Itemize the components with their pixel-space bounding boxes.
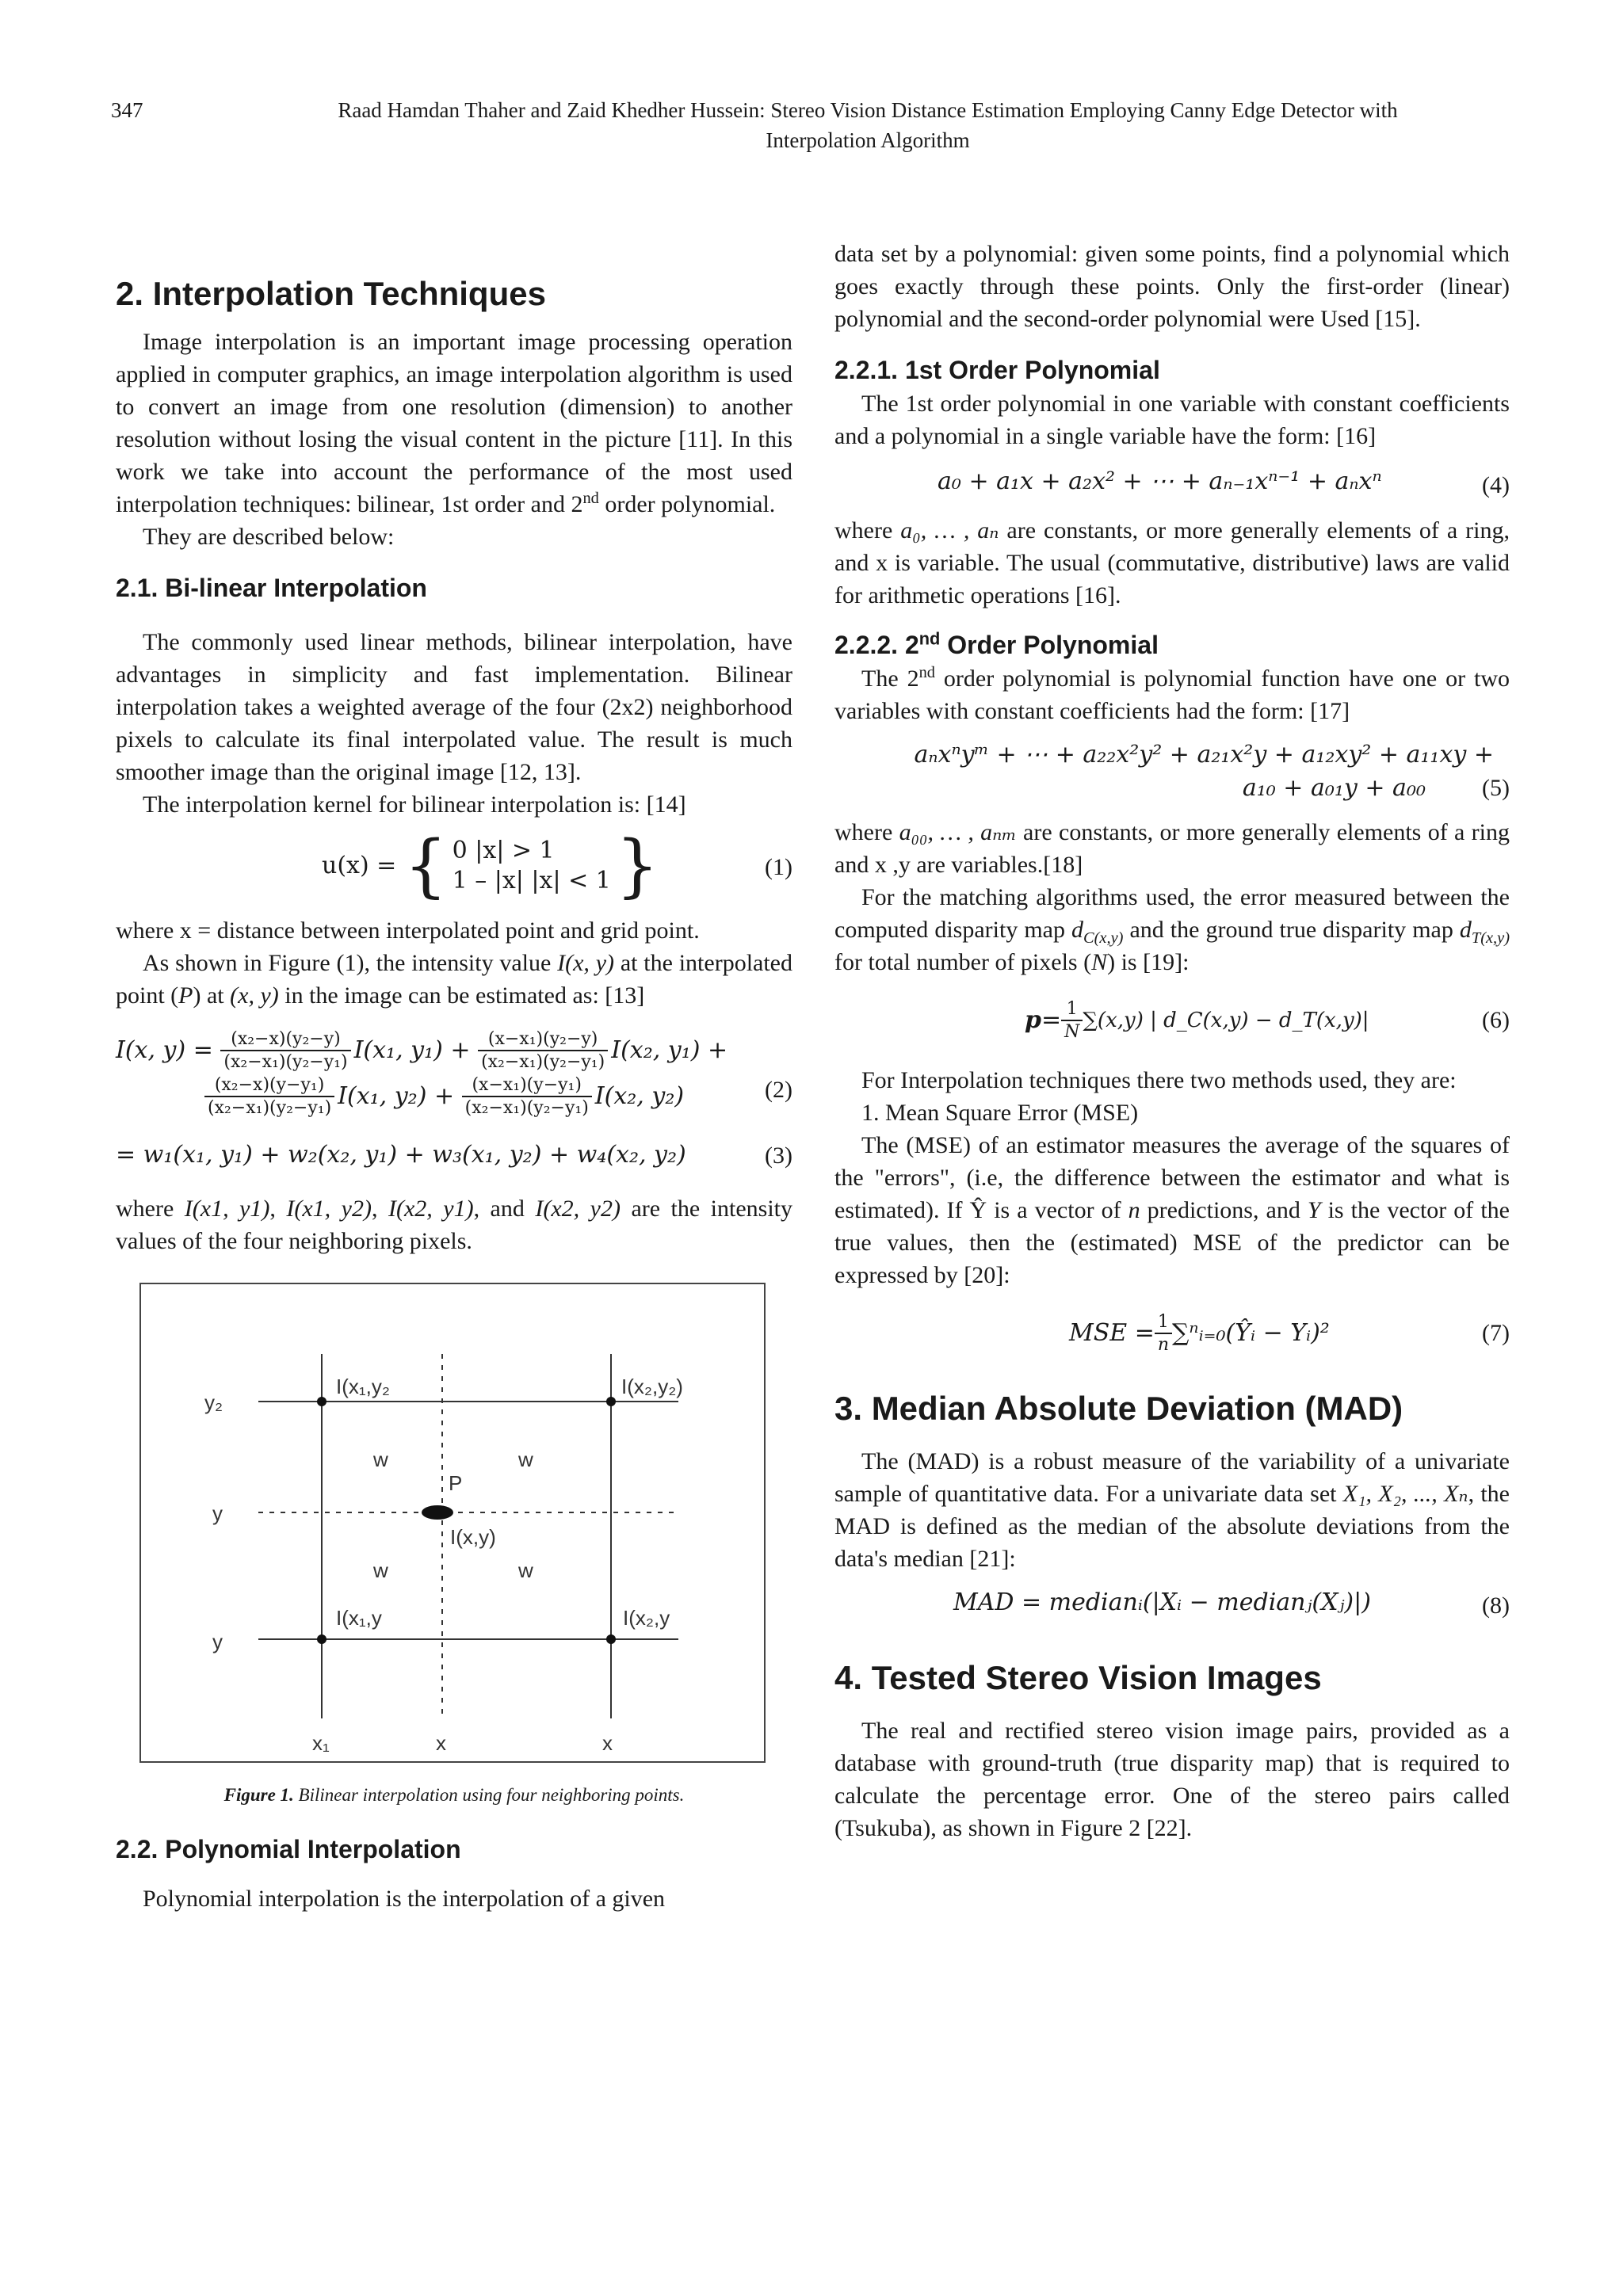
section-2-1-paragraph-1: The commonly used linear methods, bilinear interpolation, have advantages in simplicity and fast implementation. Bilinear interpolation takes a weighted average of the four (2x2) neighborhood pixels to calculate its final interpolated value. The result is much smoother image than the original image [12, 13].	[116, 629, 792, 785]
page-number: 347	[111, 98, 143, 122]
section-2-2-paragraph-1-cont: data set by a polynomial: given some points, find a polynomial which goes exactly through these points. Only the first-order (linear) polynomial and the second-order polynomial were Used [15].	[834, 241, 1510, 332]
section-2-2-1-paragraph-2: where a₀, … , aₙ are constants, or more generally elements of a ring, and x is variable. The usual (commutative, distributive) laws are valid for arithmetic operations [16].	[834, 517, 1510, 608]
section-3-paragraph-1: The (MAD) is a robust measure of the variability of a univariate sample of quantitative data. For a univariate data set X₁, X₂, ..., Xₙ, the MAD is defined as the median of the absolute deviations from the data's median [21]:	[834, 1448, 1510, 1572]
section-2-2-1-paragraph-1: The 1st order polynomial in one variable with constant coefficients and a polynomial in a single variable have the form: [16]	[834, 391, 1510, 449]
label-top-left: I(x₁,y₂	[336, 1375, 390, 1398]
label-y: y	[212, 1501, 223, 1525]
section-2-paragraph-2: They are described below:	[143, 524, 395, 550]
equation-7-number: (7)	[1482, 1320, 1510, 1346]
left-column	[116, 238, 792, 1915]
figure-1	[116, 1283, 792, 1808]
section-2-2-2-paragraph-3: For the matching algorithms used, the error measured between the computed disparity map $d_{C(x,y)}$ and the ground true disparity map $d_{T(x,y)}$ for total number of pixels (N) is [19]:	[834, 884, 1510, 975]
section-4-paragraph-1: The real and rectified stereo vision image pairs, provided as a database with ground-truth (true disparity map) that is required to calculate the percentage error. One of the stereo pairs called (Tsukuba), as shown in Figure 2 [22].	[834, 1718, 1510, 1841]
list-item-mse: 1. Mean Square Error (MSE)	[861, 1100, 1139, 1126]
section-2-1-paragraph-3: where x = distance between interpolated point and grid point.	[116, 917, 700, 944]
point-x2-y1	[606, 1634, 616, 1644]
section-2-1-paragraph-2: The interpolation kernel for bilinear interpolation is: [14]	[143, 791, 686, 818]
interpolated-point-p	[422, 1505, 453, 1520]
header-line-1: Raad Hamdan Thaher and Zaid Khedher Hussein: Stereo Vision Distance Estimation Employing Canny Edge Detector with	[338, 98, 1398, 122]
section-3-heading: 3. Median Absolute Deviation (MAD)	[834, 1390, 1403, 1427]
label-ixy: I(x,y)	[450, 1525, 496, 1549]
point-x2-y2	[606, 1397, 616, 1406]
label-x: x	[436, 1731, 446, 1755]
section-2-1-paragraph-4: As shown in Figure (1), the intensity value I(x, y) at the interpolated point (P) at (x, y) in the image can be estimated as: [13]	[116, 950, 792, 1009]
label-top-right: I(x₂,y₂)	[621, 1375, 683, 1398]
equation-8: MAD = medianᵢ(|Xᵢ − medianⱼ(Xⱼ)|) (8)	[834, 1586, 1510, 1626]
section-4-heading: 4. Tested Stereo Vision Images	[834, 1659, 1322, 1696]
label-w-2: w	[518, 1447, 533, 1471]
section-2-1-paragraph-5: where I(x1, y1), I(x1, y2), I(x2, y1), and I(x2, y2) are the intensity values of the four neighboring pixels.	[116, 1196, 793, 1254]
label-x2: x	[602, 1731, 613, 1755]
header-line-2: Interpolation Algorithm	[766, 128, 970, 152]
section-2-2-paragraph-1-start: Polynomial interpolation is the interpolation of a given	[143, 1886, 666, 1912]
section-2-1-heading: 2.1. Bi-linear Interpolation	[116, 574, 427, 602]
section-2-2-1-heading: 2.2.1. 1st Order Polynomial	[834, 356, 1160, 384]
label-x1: x₁	[312, 1731, 330, 1755]
equation-5: aₙxⁿyᵐ + ⋯ + a₂₂x²y² + a₂₁x²y + a₁₂xy² + a₁₁xy + a₁₀ + a₀₁y + a₀₀ (5)	[834, 738, 1510, 805]
label-bottom-left: I(x₁,y	[336, 1606, 382, 1630]
equation-1: u(x) = { 0 |x| > 1 1 – |x| |x| < 1 } (1)	[322, 826, 792, 906]
equation-8-number: (8)	[1482, 1592, 1510, 1619]
label-bottom-right: I(x₂,y	[623, 1606, 670, 1630]
diagram-border	[140, 1283, 765, 1762]
equation-6-number: (6)	[1482, 1007, 1510, 1033]
equation-7: MSE = $\frac{1}{n}$ ∑ⁿᵢ₌₀(Ŷᵢ − Yᵢ)² (7)	[1069, 1312, 1510, 1355]
equation-1-number: (1)	[765, 854, 792, 880]
section-2-2-2-paragraph-4: For Interpolation techniques there two methods used, they are:	[861, 1067, 1457, 1093]
section-2-heading: 2. Interpolation Techniques	[116, 275, 546, 312]
label-p: P	[449, 1471, 463, 1495]
equation-4-number: (4)	[1482, 472, 1510, 498]
label-w-3: w	[373, 1558, 388, 1582]
right-column	[834, 238, 1510, 1844]
section-2-2-2-paragraph-1: The 2nd order polynomial is polynomial function have one or two variables with constant coefficients had the form: [17]	[834, 664, 1510, 724]
equation-3-number: (3)	[765, 1142, 792, 1169]
equation-6: p = $\frac{1}{N}$ ∑(x,y) | d_C(x,y) − d_T(x,y)| (6)	[1025, 999, 1510, 1042]
label-w-1: w	[373, 1447, 388, 1471]
bilinear-diagram	[139, 1283, 766, 1763]
equation-3: = w₁(x₁, y₁) + w₂(x₂, y₁) + w₃(x₁, y₂) + w₄(x₂, y₂) (3)	[116, 1138, 792, 1173]
running-header	[111, 95, 1537, 155]
equation-4: a₀ + a₁x + a₂x² + ⋯ + aₙ₋₁xⁿ⁻¹ + aₙxⁿ (4)	[834, 465, 1510, 506]
figure-1-caption: Figure 1. Bilinear interpolation using four neighboring points.	[223, 1785, 685, 1805]
label-y2: y₂	[204, 1390, 223, 1414]
section-2-2-2-heading: 2.2.2. 2nd Order Polynomial	[834, 628, 1159, 659]
label-w-4: w	[518, 1558, 533, 1582]
equation-5-number: (5)	[1482, 775, 1510, 801]
section-2-paragraph-1: Image interpolation is an important image processing operation applied in computer graphics, an image interpolation algorithm is used to convert an image from one resolution (dimension) to another resolution without losing the visual content in the picture [11]. In this work we take into account the performance of the most used interpolation techniques: bilinear, 1st order and 2nd order polynomial.	[116, 329, 792, 517]
equation-2-number: (2)	[765, 1077, 792, 1103]
equation-2: I(x, y) = $\frac{\text{(x₂−x)(y₂−y)}}{\text{(x₂−x₁)(y₂−y₁)}}$ I(x₁, y₁) + $\frac{\text{(x−x₁)(y₂−y)}}{\text{(x₂−x₁)(y₂−y₁)}}$ I(x₂, y₁) + $\frac{\text{(x₂−x)(y−y₁)}}{\text{(x₂−x₁)(y₂−y₁)}}$ I(x₁, y₂) + $\frac{\text{(x−x₁)(y−y₁)}}{\text{(x₂−x₁)(y₂−y₁)}}$ I(x₂, y₂) (2)	[116, 1029, 792, 1118]
section-2-2-heading: 2.2. Polynomial Interpolation	[116, 1835, 461, 1863]
section-2-2-2-paragraph-2: where a₀₀, … , aₙₘ are constants, or more generally elements of a ring and x ,y are variables.[18]	[834, 819, 1510, 878]
section-2-2-2-paragraph-5: The (MSE) of an estimator measures the average of the squares of the "errors", (i.e, the difference between the estimator and what is estimated). If Ŷ is a vector of n predictions, and Y is the vector of the true values, then the (estimated) MSE of the predictor can be expressed by [20]:	[834, 1132, 1510, 1288]
point-x1-y2	[317, 1397, 327, 1406]
label-y-low: y	[212, 1630, 223, 1653]
point-x1-y1	[317, 1634, 327, 1644]
